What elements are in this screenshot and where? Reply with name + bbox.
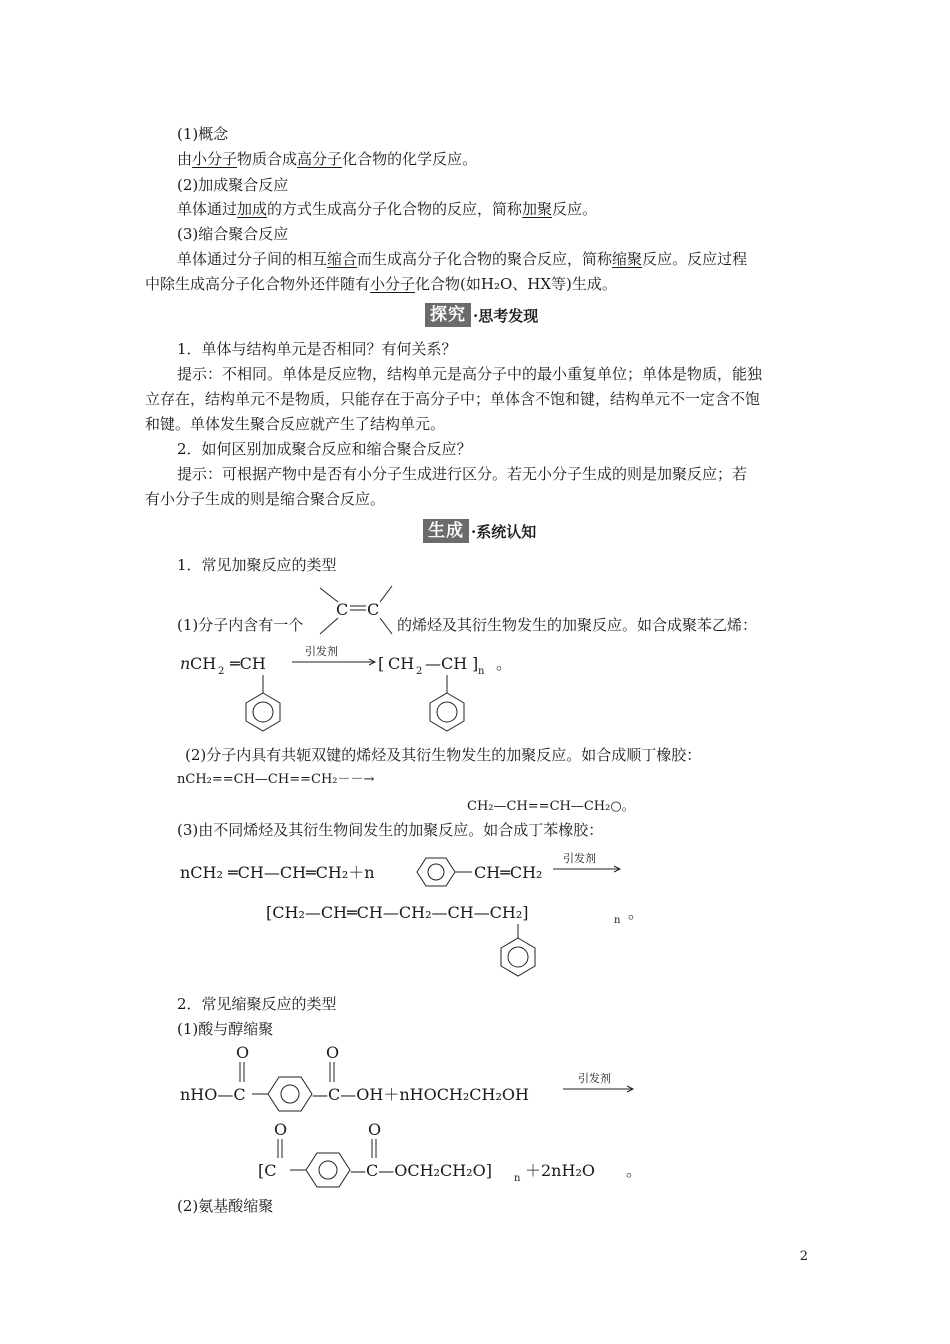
question-1: 1．单体与结构单元是否相同？有何关系？ [177,340,457,358]
text-fragment: 的方式生成高分子化合物的反应，简称 [267,200,523,218]
initiator-label: 引发剂 [563,852,596,865]
condensation-type-2: (2)氨基酸缩聚 [177,1197,274,1215]
banner-tag: 探究 [425,303,471,327]
subscript-n: n [514,1173,521,1184]
question-2: 2．如何区别加成聚合反应和缩合聚合反应？ [177,440,472,458]
subscript-n: n [614,915,621,926]
text-fragment: 反应。反应过程 [642,250,748,268]
carbon-label: C [367,600,380,619]
text-fragment: 而生成高分子化合物的聚合反应，简称 [357,250,613,268]
text-fragment: 单体通过 [177,200,238,218]
pet-product-1: [C [258,1161,277,1180]
oxygen-label: O [274,1120,288,1139]
addition-type-2: (2)分子内具有共轭双键的烯烃及其衍生物发生的加聚反应。如合成顺丁橡胶： [185,746,702,764]
text-fragment: 物质合成 [237,150,298,168]
answer-1-line-3: 和键。单体发生聚合反应就产生了结构单元。 [145,415,446,433]
addition-types-heading: 1．常见加聚反应的类型 [177,556,337,574]
double-bond-structure [320,586,392,634]
answer-2-line-1: 提示：可根据产物中是否有小分子生成进行区分。若无小分子生成的则是加聚反应；若 [177,465,748,483]
period: 。 [626,1161,643,1180]
underlined-term: 缩聚 [612,250,643,268]
addition-type-1-pre: (1)分子内含有一个 [177,616,304,634]
period: 。 [496,654,513,673]
subscript: 2 [218,666,225,677]
pet-byproduct: ＋2nH₂O [525,1161,595,1180]
pet-equation [180,1043,642,1187]
period: 。 [628,903,645,922]
monomer-ch2: CH [190,654,217,673]
condensation-type-1: (1)酸与醇缩聚 [177,1020,274,1038]
condensation-heading: (3)缩合聚合反应 [177,225,289,243]
subscript-n: n [478,666,485,677]
text-fragment: 反应。 [552,200,598,218]
subscript: 2 [416,666,423,677]
underlined-term: 高分子 [297,150,343,168]
polystyrene-equation [180,644,512,731]
oxygen-label: O [326,1043,340,1062]
polymer-ch: —CH [425,654,468,673]
oxygen-label: O [368,1120,382,1139]
text-fragment: 中除生成高分子化合物外还伴随有 [145,275,371,293]
answer-1-line-1: 提示：不相同。单体是反应物，结构单元是高分子中的最小重复单位；单体是物质，能独 [177,365,763,383]
butadiene-equation-1: nCH₂==CH—CH==CH₂－－→ [177,772,375,787]
text-fragment: 化合物(如H₂O、HX等)生成。 [415,275,617,293]
bracket-close: ] [472,654,479,673]
text-fragment: 单体通过分子间的相互 [177,250,328,268]
bracket-open: [ [378,654,385,673]
addition-heading: (2)加成聚合反应 [177,176,289,194]
coefficient-n: n [180,654,191,673]
answer-1-line-2: 立存在，结构单元不是物质，只能存在于高分子中；单体含不饱和键，结构单元不一定含不饱 [145,390,761,408]
page-number: 2 [799,1249,808,1264]
underlined-term: 小分子 [192,150,238,168]
sbr-reactants: nCH₂ ═CH—CH═CH₂＋n [180,863,375,882]
underlined-term: 缩合 [327,250,358,268]
carbon-label: C [336,600,349,619]
pet-left-1: nHO—C [180,1085,246,1104]
polymer-ch2: CH [388,654,415,673]
addition-type-1-post: 的烯烃及其衍生物发生的加聚反应。如合成聚苯乙烯： [397,616,758,634]
banner-title: ·系统认知 [471,522,537,541]
butadiene-equation-2: CH₂—CH==CH—CH₂○。 [467,799,635,814]
pet-product-2: —C—OCH₂CH₂O] [350,1161,492,1180]
text-fragment: 由 [177,150,193,168]
answer-2-line-2: 有小分子生成的则是缩合聚合反应。 [145,490,386,508]
addition-type-3: (3)由不同烯烃及其衍生物间发生的加聚反应。如合成丁苯橡胶： [177,821,604,839]
underlined-term: 小分子 [370,275,416,293]
banner-title: ·思考发现 [473,306,539,325]
oxygen-label: O [236,1043,250,1062]
initiator-label: 引发剂 [578,1072,611,1085]
text-fragment: 化合物的化学反应。 [342,150,478,168]
concept-heading: (1)概念 [177,125,229,143]
underlined-term: 加成 [237,200,268,218]
monomer-ch: ═CH [230,654,266,673]
sbr-product: [CH₂—CH═CH—CH₂—CH—CH₂] [266,903,529,922]
initiator-label: 引发剂 [305,645,338,658]
pet-left-2: —C—OH＋nHOCH₂CH₂OH [312,1085,529,1104]
underlined-term: 加聚 [522,200,553,218]
condensation-types-heading: 2．常见缩聚反应的类型 [177,995,337,1013]
sbr-vinyl: CH═CH₂ [474,863,543,882]
banner-tag: 生成 [423,519,469,543]
sbr-equation [180,851,644,976]
